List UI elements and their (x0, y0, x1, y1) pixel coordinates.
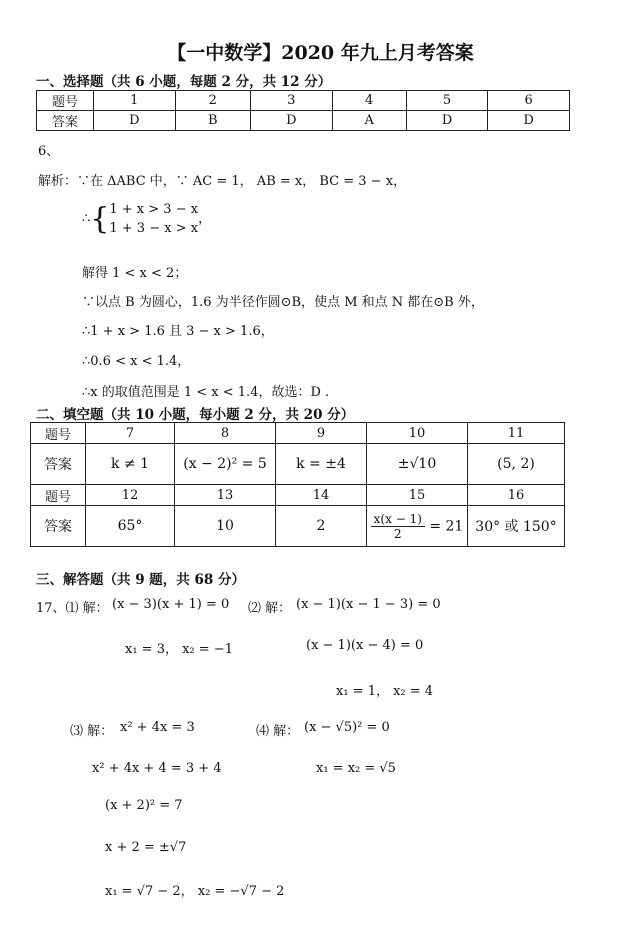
p2-label: ⑵ 解： (248, 601, 292, 616)
row-label-answer: 答案 (31, 506, 86, 547)
q6-label: 6、 (38, 144, 60, 159)
fraction (371, 512, 425, 541)
p2-step: x₁ = 1， x₂ = 4 (336, 684, 434, 699)
table-cell-fraction (367, 506, 468, 547)
table-cell: 2 (175, 91, 250, 111)
table-cell: 9 (276, 423, 367, 444)
table-cell: k = ±4 (276, 444, 367, 485)
q6-line: ∴x 的取值范围是 1 < x < 1.4，故选：D . (82, 385, 330, 400)
row-label-number: 题号 (37, 91, 94, 111)
p3-step: x₁ = √7 − 2， x₂ = −√7 − 2 (105, 884, 285, 899)
table-cell: 6 (488, 91, 570, 111)
table-cell: 2 (276, 506, 367, 547)
table-cell: B (175, 111, 250, 131)
q6-line: ∴1 + x > 1.6 且 3 − x > 1.6， (82, 324, 274, 339)
table-cell: 1 (94, 91, 176, 111)
p4-step: x₁ = x₂ = √5 (316, 761, 396, 776)
table-cell: 10 (175, 506, 276, 547)
fraction-numerator: x(x − 1) (371, 512, 425, 527)
table-cell: D (406, 111, 488, 131)
inequality-system (109, 200, 198, 238)
table-cell: 13 (175, 485, 276, 506)
table-cell: A (332, 111, 406, 131)
table-cell: 7 (86, 423, 175, 444)
table-cell: 4 (332, 91, 406, 111)
p2-step: (x − 1)(x − 4) = 0 (306, 638, 424, 653)
table-cell: 30° 或 150° (468, 506, 565, 547)
p3-step: x + 2 = ±√7 (105, 840, 187, 855)
table-cell: 16 (468, 485, 565, 506)
q6-system (82, 200, 211, 238)
p4-label: ⑷ 解： (256, 724, 300, 739)
page-title: 【一中数学】2020 年九上月考答案 (167, 42, 474, 64)
section1-heading: 一、选择题（共 6 小题，每题 2 分，共 12 分） (36, 74, 332, 90)
inequality-1: 1 + x > 3 − x (109, 202, 199, 217)
table-cell: 12 (86, 485, 175, 506)
p3-step: x² + 4x = 3 (120, 720, 195, 735)
table-cell: k ≠ 1 (86, 444, 175, 485)
table-cell: 15 (367, 485, 468, 506)
fill-answer-table (30, 422, 565, 547)
q6-line: ∵以点 B 为圆心，1.6 为半径作圆⊙B，使点 M 和点 N 都在⊙B 外， (82, 295, 484, 310)
therefore-symbol: ∴ (82, 211, 91, 227)
table-cell: 10 (367, 423, 468, 444)
p3-label: ⑶ 解： (70, 724, 114, 739)
fraction-rhs: = 21 (429, 518, 464, 534)
table-cell: (5, 2) (468, 444, 565, 485)
p3-step: (x + 2)² = 7 (105, 798, 183, 813)
comma: ， (198, 211, 212, 227)
q17-label: 17、⑴ 解： (36, 601, 109, 616)
table-cell: (x − 2)² = 5 (175, 444, 276, 485)
row-label-answer: 答案 (37, 111, 94, 131)
p1-step: x₁ = 3， x₂ = −1 (125, 642, 233, 657)
inequality-2: 1 + 3 − x > x (109, 221, 199, 236)
q6-line: 解得 1 < x < 2； (82, 266, 188, 281)
choice-answer-table (36, 90, 570, 131)
brace-icon: { (90, 201, 110, 237)
table-cell: 65° (86, 506, 175, 547)
row-label-number: 题号 (31, 423, 86, 444)
table-cell: 14 (276, 485, 367, 506)
q6-line: 解析：∵在 ΔABC 中，∵ AC = 1， AB = x， BC = 3 − x， (38, 174, 407, 189)
q6-line: ∴0.6 < x < 1.4， (82, 354, 191, 369)
table-cell: 5 (406, 91, 488, 111)
row-label-answer: 答案 (31, 444, 86, 485)
p4-step: (x − √5)² = 0 (304, 720, 390, 735)
table-cell: D (94, 111, 176, 131)
table-cell: D (250, 111, 332, 131)
table-cell: D (488, 111, 570, 131)
table-cell: 8 (175, 423, 276, 444)
table-cell: 11 (468, 423, 565, 444)
section2-heading: 二、填空题（共 10 小题，每小题 2 分，共 20 分） (36, 407, 355, 423)
fraction-denominator: 2 (393, 526, 402, 541)
p2-step: (x − 1)(x − 1 − 3) = 0 (296, 597, 441, 612)
p1-step: (x − 3)(x + 1) = 0 (112, 597, 230, 612)
table-cell: ±√10 (367, 444, 468, 485)
p3-step: x² + 4x + 4 = 3 + 4 (92, 761, 222, 776)
section3-heading: 三、解答题（共 9 题，共 68 分） (36, 572, 245, 588)
table-cell: 3 (250, 91, 332, 111)
row-label-number: 题号 (31, 485, 86, 506)
